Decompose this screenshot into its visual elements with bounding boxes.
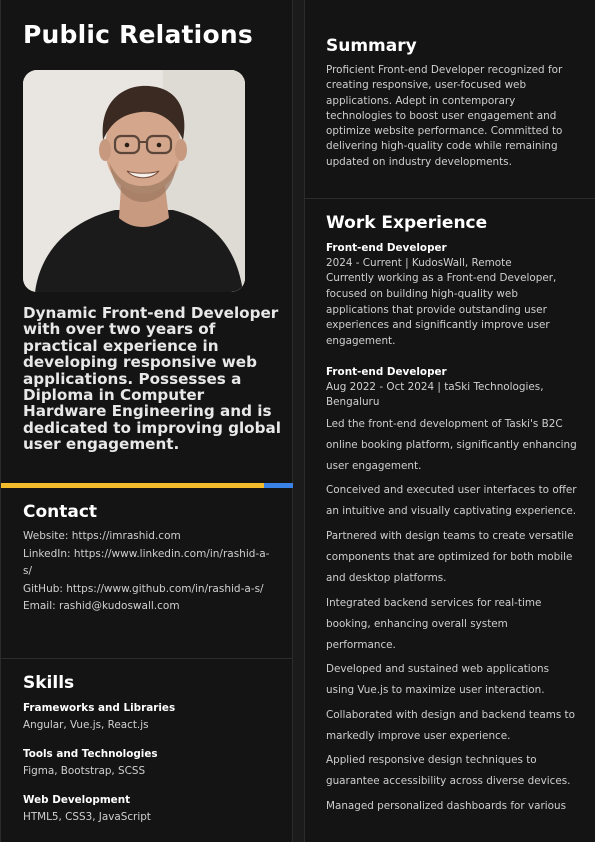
skills-heading: Skills — [23, 673, 75, 693]
job-role: Front-end Developer — [326, 366, 447, 378]
skill-group-name: Frameworks and Libraries — [23, 702, 176, 714]
left-column — [0, 0, 293, 842]
contact-github[interactable]: GitHub: https://www.github.com/in/rashid-a-s/ — [23, 582, 264, 595]
skill-group — [23, 793, 283, 839]
summary-text: Proficient Front-end Developer recognized for creating responsive, user-focused web applications. Adept in contemporary technologies to boost user engagement and optimize website performance. Committed to delivering high-quality code while remaining updated on industry developments. — [326, 64, 563, 168]
job-entry — [326, 241, 578, 349]
profile-name: Public Relations — [23, 20, 253, 49]
work-experience-heading: Work Experience — [326, 213, 488, 233]
job-meta: Aug 2022 - Oct 2024 | taSki Technologies, Bengaluru — [326, 381, 544, 409]
skill-group-items: Angular, Vue.js, React.js — [23, 719, 149, 731]
skills-list — [23, 701, 283, 839]
job-bullet: Applied responsive design techniques to guarantee accessibility across diverse devices. — [326, 754, 571, 788]
job-bullet: Integrated backend services for real-time booking, enhancing overall system performance. — [326, 596, 542, 651]
skill-group-name: Tools and Technologies — [23, 748, 158, 760]
skill-group — [23, 747, 283, 793]
skill-group-items: Figma, Bootstrap, SCSS — [23, 765, 146, 777]
contact-email[interactable]: Email: rashid@kudoswall.com — [23, 600, 180, 612]
skill-group-name: Web Development — [23, 794, 131, 806]
right-divider — [305, 198, 595, 199]
job-bullet: Collaborated with design and backend teams to markedly improve user experience. — [326, 708, 575, 742]
job-bullet: Conceived and executed user interfaces to offer an intuitive and visually captivating experience. — [326, 484, 577, 518]
job-bullet: Led the front-end development of Taski's B2C online booking platform, significantly enhancing user engagement. — [326, 417, 577, 472]
job-description: Currently working as a Front-end Developer, focused on building high-quality web applications that provide outstanding user experiences and significantly improve user engagement. — [326, 272, 557, 347]
job-bullet: Partnered with design teams to create versatile components that are optimized for both mobile and desktop platforms. — [326, 530, 574, 584]
contact-linkedin[interactable]: LinkedIn: https://www.linkedin.com/in/rashid-a-s/ — [23, 547, 270, 577]
skill-group — [23, 701, 283, 747]
contact-list — [23, 528, 273, 616]
contact-website[interactable]: Website: https://imrashid.com — [23, 530, 181, 542]
column-gutter — [293, 0, 304, 842]
job-bullet: Developed and sustained web applications using Vue.js to maximize user interaction. — [326, 663, 550, 697]
profile-bio: Dynamic Front-end Developer with over two years of practical experience in developing responsive web applications. Possesses a Diploma in Computer Hardware Engineering and is dedicated to improving global user engagement. — [23, 304, 281, 454]
skill-group-items: HTML5, CSS3, JavaScript — [23, 811, 151, 823]
accent-bar-blue — [264, 483, 294, 488]
left-divider — [1, 658, 294, 659]
summary-heading: Summary — [326, 36, 417, 56]
job-meta: 2024 - Current | KudosWall, Remote — [326, 257, 512, 269]
profile-photo-illustration — [23, 70, 245, 292]
profile-photo — [23, 70, 245, 292]
job-bullet: Managed personalized dashboards for various — [326, 799, 566, 812]
job-entry — [326, 365, 578, 821]
job-role: Front-end Developer — [326, 242, 447, 254]
accent-bar — [1, 483, 294, 488]
right-column — [304, 0, 595, 842]
job-bullets — [326, 414, 578, 817]
contact-heading: Contact — [23, 502, 98, 522]
